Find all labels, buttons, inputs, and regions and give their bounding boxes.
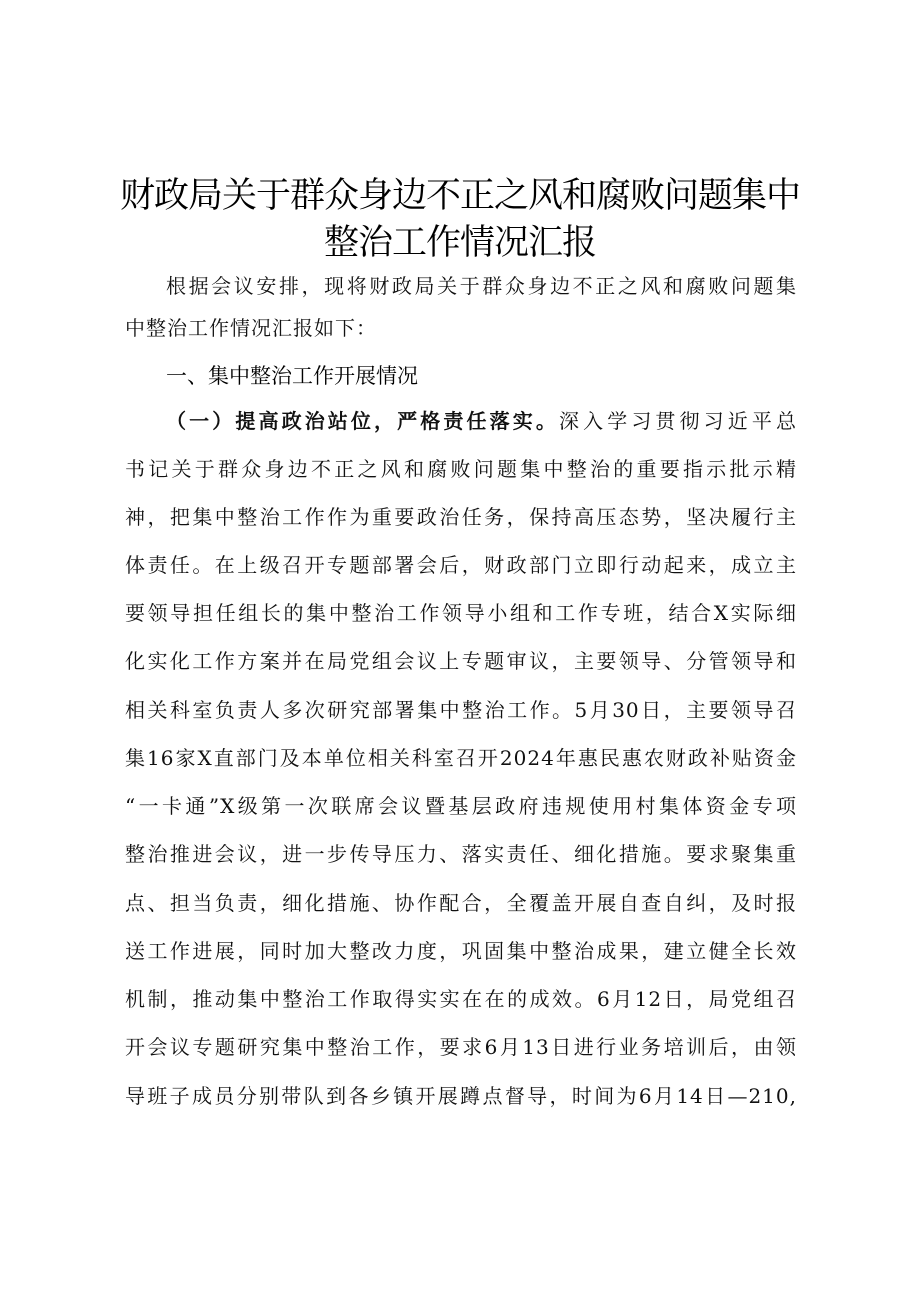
- body-line: 导班子成员分别带队到各乡镇开展蹲点督导，时间为6月14日—210,: [125, 1084, 797, 1108]
- body-line: 整治推进会议，进一步传导压力、落实责任、细化措施。要求聚集重: [125, 842, 797, 866]
- body-line: 体责任。在上级召开专题部署会后，财政部门立即行动起来，成立主: [125, 553, 797, 577]
- subsection-first-line-text: 深入学习贯彻习近平总: [558, 409, 798, 433]
- section-heading-1: 一、集中整治工作开展情况: [166, 364, 418, 388]
- body-line: 开会议专题研究集中整治工作，要求6月13日进行业务培训后，由领: [125, 1035, 797, 1059]
- body-line: 送工作进展，同时加大整改力度，巩固集中整治成果，建立健全长效: [125, 939, 797, 963]
- body-line: “一卡通”X级第一次联席会议暨基层政府违规使用村集体资金专项: [125, 794, 797, 818]
- intro-paragraph-line-1: 根据会议安排，现将财政局关于群众身边不正之风和腐败问题集: [166, 274, 797, 298]
- body-line: 书记关于群众身边不正之风和腐败问题集中整治的重要指示批示精: [125, 457, 797, 481]
- body-line: 点、担当负责，细化措施、协作配合，全覆盖开展自查自纠，及时报: [125, 891, 797, 915]
- subsection-first-line: [166, 397, 797, 445]
- body-line: 相关科室负责人多次研究部署集中整治工作。5月30日，主要领导召: [125, 698, 797, 722]
- body-line: 要领导担任组长的集中整治工作领导小组和工作专班，结合X实际细: [125, 601, 797, 625]
- body-line: 化实化工作方案并在局党组会议上专题审议，主要领导、分管领导和: [125, 649, 797, 673]
- subsection-heading-1: （一）提高政治站位，严格责任落实。: [166, 409, 559, 433]
- document-title-line-1: 财政局关于群众身边不正之风和腐败问题集中: [119, 176, 800, 216]
- body-line: 神，把集中整治工作作为重要政治任务，保持高压态势，坚决履行主: [125, 505, 797, 529]
- body-line: 机制，推动集中整治工作取得实实在在的成效。6月12日，局党组召: [125, 987, 797, 1011]
- body-line: 集16家X直部门及本单位相关科室召开2024年惠民惠农财政补贴资金: [125, 746, 797, 770]
- document-title-line-2: 整治工作情况汇报: [323, 223, 596, 263]
- intro-paragraph-line-2: 中整治工作情况汇报如下：: [125, 316, 377, 340]
